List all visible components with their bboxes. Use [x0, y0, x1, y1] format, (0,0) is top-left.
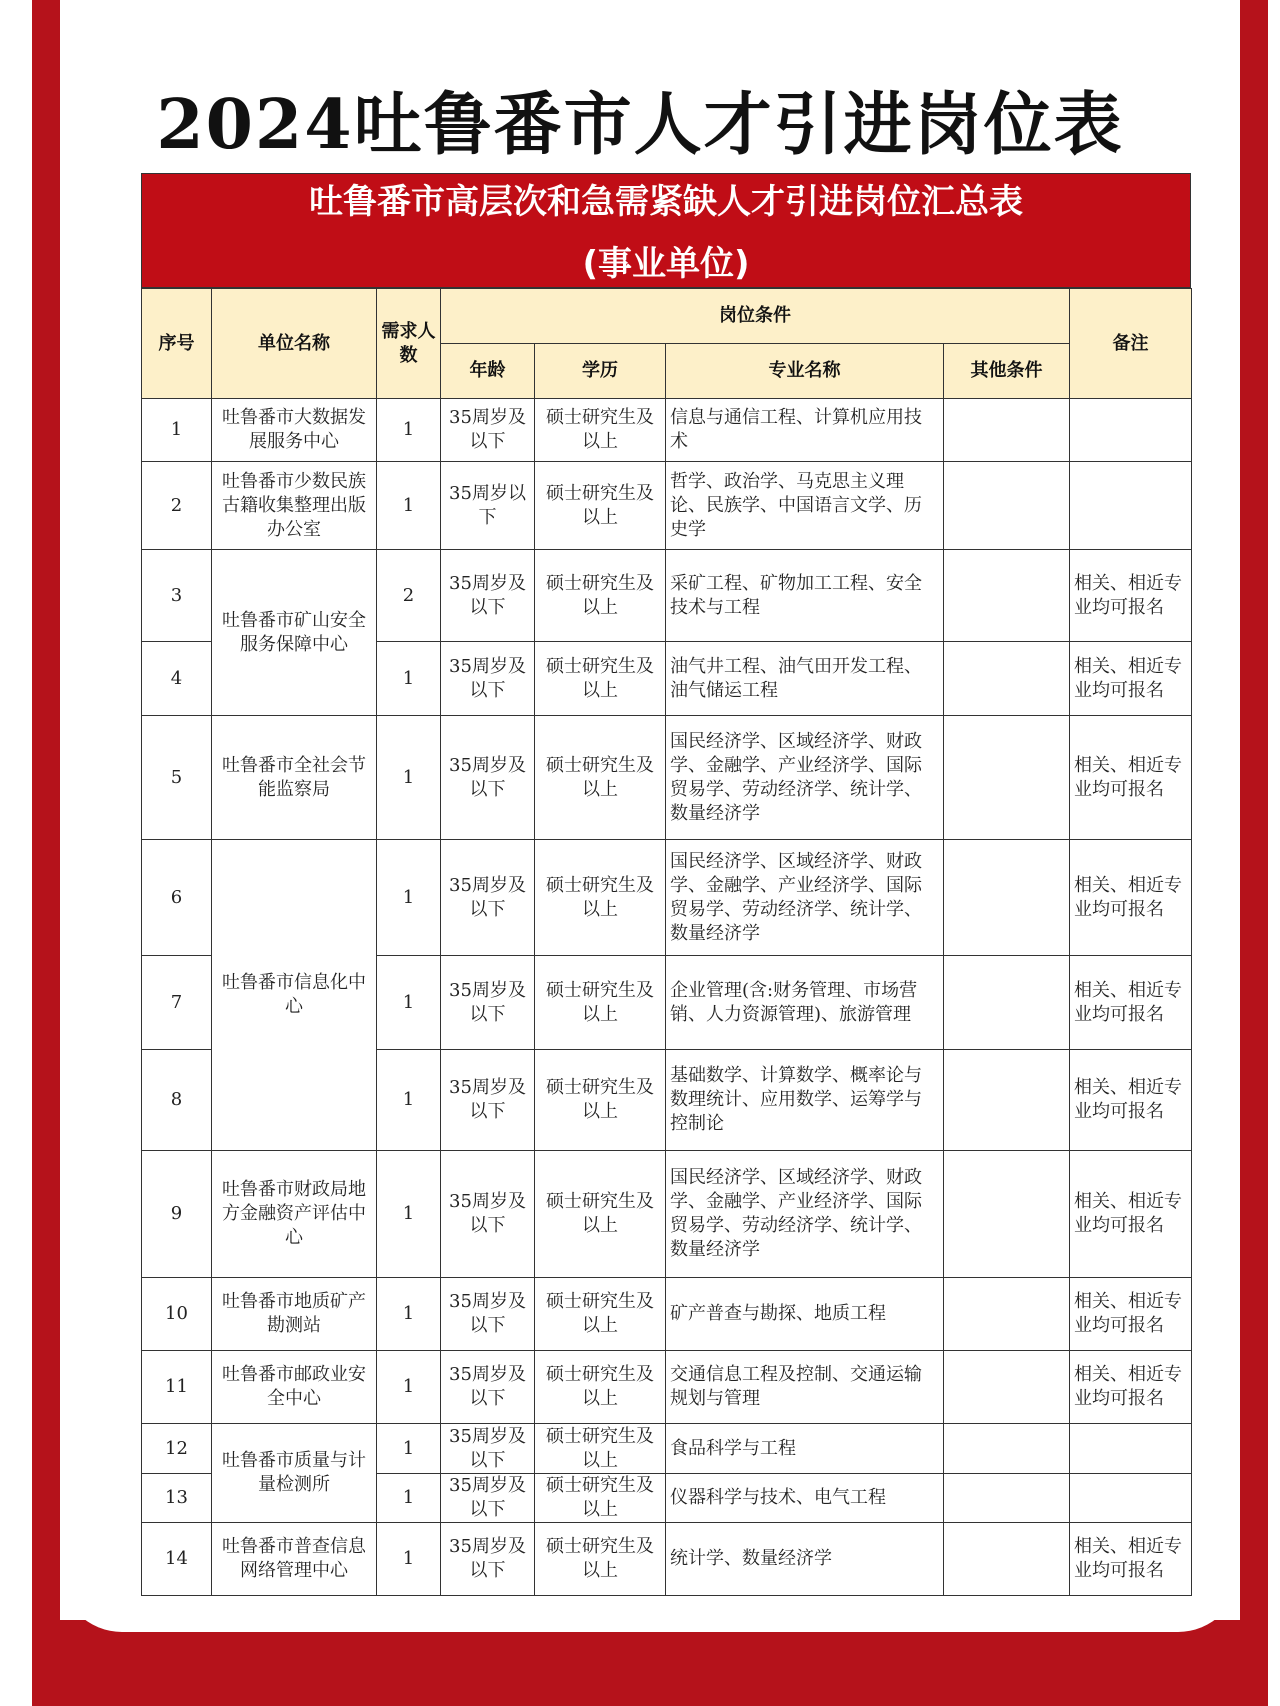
red-border-left — [32, 0, 60, 1706]
cell-seq: 1 — [142, 399, 212, 462]
cell-remark: 相关、相近专业均可报名 — [1070, 956, 1192, 1050]
cell-count: 2 — [377, 550, 441, 642]
cell-age: 35周岁以下 — [441, 462, 535, 550]
cell-remark: 相关、相近专业均可报名 — [1070, 840, 1192, 956]
cell-other — [944, 1474, 1070, 1523]
red-border-bottom — [32, 1620, 1268, 1706]
cell-edu: 硕士研究生及以上 — [535, 1050, 666, 1151]
cell-major: 食品科学与工程 — [666, 1424, 944, 1474]
cell-count: 1 — [377, 716, 441, 840]
header-major: 专业名称 — [666, 344, 944, 399]
cell-other — [944, 1278, 1070, 1351]
cell-age: 35周岁及以下 — [441, 840, 535, 956]
cell-age: 35周岁及以下 — [441, 1050, 535, 1151]
cell-count: 1 — [377, 1474, 441, 1523]
cell-seq: 7 — [142, 956, 212, 1050]
cell-edu: 硕士研究生及以上 — [535, 642, 666, 716]
cell-seq: 9 — [142, 1151, 212, 1278]
cell-remark: 相关、相近专业均可报名 — [1070, 1351, 1192, 1424]
cell-remark: 相关、相近专业均可报名 — [1070, 642, 1192, 716]
cell-other — [944, 462, 1070, 550]
cell-remark — [1070, 1474, 1192, 1523]
cell-major: 油气井工程、油气田开发工程、油气储运工程 — [666, 642, 944, 716]
table-row — [142, 840, 1192, 956]
cell-remark: 相关、相近专业均可报名 — [1070, 1151, 1192, 1278]
cell-other — [944, 642, 1070, 716]
cell-age: 35周岁及以下 — [441, 956, 535, 1050]
cell-count: 1 — [377, 462, 441, 550]
cell-edu: 硕士研究生及以上 — [535, 716, 666, 840]
cell-edu: 硕士研究生及以上 — [535, 1474, 666, 1523]
cell-other — [944, 1050, 1070, 1151]
cell-seq: 3 — [142, 550, 212, 642]
cell-count: 1 — [377, 1151, 441, 1278]
table-row — [142, 399, 1192, 462]
cell-unit: 吐鲁番市矿山安全服务保障中心 — [212, 550, 377, 716]
cell-major: 采矿工程、矿物加工工程、安全技术与工程 — [666, 550, 944, 642]
cell-other — [944, 1151, 1070, 1278]
cell-age: 35周岁及以下 — [441, 1424, 535, 1474]
cell-seq: 11 — [142, 1351, 212, 1424]
cell-major: 基础数学、计算数学、概率论与数理统计、应用数学、运筹学与控制论 — [666, 1050, 944, 1151]
page-title: 2024吐鲁番市人才引进岗位表 — [156, 85, 1124, 165]
cell-other — [944, 956, 1070, 1050]
cell-count: 1 — [377, 1050, 441, 1151]
cell-unit: 吐鲁番市邮政业安全中心 — [212, 1351, 377, 1424]
cell-count: 1 — [377, 1424, 441, 1474]
cell-other — [944, 550, 1070, 642]
header-unit: 单位名称 — [212, 289, 377, 399]
cell-major: 统计学、数量经济学 — [666, 1523, 944, 1596]
cell-other — [944, 1424, 1070, 1474]
cell-age: 35周岁及以下 — [441, 1278, 535, 1351]
cell-count: 1 — [377, 1523, 441, 1596]
cell-count: 1 — [377, 1351, 441, 1424]
cell-seq: 10 — [142, 1278, 212, 1351]
table-title-line2: (事业单位) — [582, 244, 750, 284]
cell-unit: 吐鲁番市质量与计量检测所 — [212, 1424, 377, 1523]
cell-major: 国民经济学、区域经济学、财政学、金融学、产业经济学、国际贸易学、劳动经济学、统计学、数量经济学 — [666, 716, 944, 840]
red-border-right — [1240, 0, 1268, 1706]
table-title-banner — [141, 173, 1191, 288]
cell-edu: 硕士研究生及以上 — [535, 399, 666, 462]
cell-edu: 硕士研究生及以上 — [535, 1351, 666, 1424]
table-row — [142, 1424, 1192, 1474]
cell-major: 信息与通信工程、计算机应用技术 — [666, 399, 944, 462]
cell-age: 35周岁及以下 — [441, 1523, 535, 1596]
cell-unit: 吐鲁番市信息化中心 — [212, 840, 377, 1151]
table-row — [142, 550, 1192, 642]
cell-unit: 吐鲁番市少数民族古籍收集整理出版办公室 — [212, 462, 377, 550]
table-row — [142, 716, 1192, 840]
table-title-line1: 吐鲁番市高层次和急需紧缺人才引进岗位汇总表 — [309, 182, 1023, 222]
cell-age: 35周岁及以下 — [441, 399, 535, 462]
table-row — [142, 1151, 1192, 1278]
cell-edu: 硕士研究生及以上 — [535, 1151, 666, 1278]
cell-age: 35周岁及以下 — [441, 1474, 535, 1523]
cell-major: 国民经济学、区域经济学、财政学、金融学、产业经济学、国际贸易学、劳动经济学、统计学、数量经济学 — [666, 1151, 944, 1278]
cell-age: 35周岁及以下 — [441, 716, 535, 840]
cell-count: 1 — [377, 840, 441, 956]
header-seq: 序号 — [142, 289, 212, 399]
header-remark: 备注 — [1070, 289, 1192, 399]
cell-edu: 硕士研究生及以上 — [535, 1424, 666, 1474]
cell-other — [944, 1523, 1070, 1596]
cell-remark: 相关、相近专业均可报名 — [1070, 1050, 1192, 1151]
header-other: 其他条件 — [944, 344, 1070, 399]
cell-other — [944, 716, 1070, 840]
cell-count: 1 — [377, 956, 441, 1050]
table-row — [142, 462, 1192, 550]
cell-remark: 相关、相近专业均可报名 — [1070, 1523, 1192, 1596]
cell-major: 仪器科学与技术、电气工程 — [666, 1474, 944, 1523]
cell-remark — [1070, 462, 1192, 550]
cell-major: 交通信息工程及控制、交通运输规划与管理 — [666, 1351, 944, 1424]
cell-edu: 硕士研究生及以上 — [535, 462, 666, 550]
cell-seq: 8 — [142, 1050, 212, 1151]
cell-seq: 5 — [142, 716, 212, 840]
table-row — [142, 1351, 1192, 1424]
cell-count: 1 — [377, 399, 441, 462]
cell-unit: 吐鲁番市普查信息网络管理中心 — [212, 1523, 377, 1596]
cell-seq: 6 — [142, 840, 212, 956]
cell-seq: 2 — [142, 462, 212, 550]
cell-edu: 硕士研究生及以上 — [535, 550, 666, 642]
cell-age: 35周岁及以下 — [441, 1351, 535, 1424]
cell-seq: 13 — [142, 1474, 212, 1523]
cell-remark: 相关、相近专业均可报名 — [1070, 716, 1192, 840]
cell-other — [944, 399, 1070, 462]
cell-major: 矿产普查与勘探、地质工程 — [666, 1278, 944, 1351]
header-conditions: 岗位条件 — [441, 289, 1070, 344]
cell-remark: 相关、相近专业均可报名 — [1070, 550, 1192, 642]
cell-remark — [1070, 399, 1192, 462]
cell-count: 1 — [377, 1278, 441, 1351]
cell-edu: 硕士研究生及以上 — [535, 1523, 666, 1596]
cell-age: 35周岁及以下 — [441, 642, 535, 716]
header-edu: 学历 — [535, 344, 666, 399]
cell-unit: 吐鲁番市地质矿产勘测站 — [212, 1278, 377, 1351]
cell-count: 1 — [377, 642, 441, 716]
cell-unit: 吐鲁番市大数据发展服务中心 — [212, 399, 377, 462]
cell-edu: 硕士研究生及以上 — [535, 1278, 666, 1351]
cell-seq: 14 — [142, 1523, 212, 1596]
cell-age: 35周岁及以下 — [441, 550, 535, 642]
cell-major: 哲学、政治学、马克思主义理论、民族学、中国语言文学、历史学 — [666, 462, 944, 550]
cell-unit: 吐鲁番市全社会节能监察局 — [212, 716, 377, 840]
cell-other — [944, 840, 1070, 956]
table-row — [142, 1278, 1192, 1351]
positions-table — [141, 288, 1192, 1596]
cell-other — [944, 1351, 1070, 1424]
cell-seq: 4 — [142, 642, 212, 716]
header-count: 需求人数 — [377, 289, 441, 399]
cell-major: 企业管理(含:财务管理、市场营销、人力资源管理)、旅游管理 — [666, 956, 944, 1050]
table-row — [142, 1523, 1192, 1596]
cell-major: 国民经济学、区域经济学、财政学、金融学、产业经济学、国际贸易学、劳动经济学、统计学、数量经济学 — [666, 840, 944, 956]
cell-edu: 硕士研究生及以上 — [535, 956, 666, 1050]
cell-age: 35周岁及以下 — [441, 1151, 535, 1278]
cell-seq: 12 — [142, 1424, 212, 1474]
header-age: 年龄 — [441, 344, 535, 399]
cell-remark: 相关、相近专业均可报名 — [1070, 1278, 1192, 1351]
cell-unit: 吐鲁番市财政局地方金融资产评估中心 — [212, 1151, 377, 1278]
cell-remark — [1070, 1424, 1192, 1474]
cell-edu: 硕士研究生及以上 — [535, 840, 666, 956]
